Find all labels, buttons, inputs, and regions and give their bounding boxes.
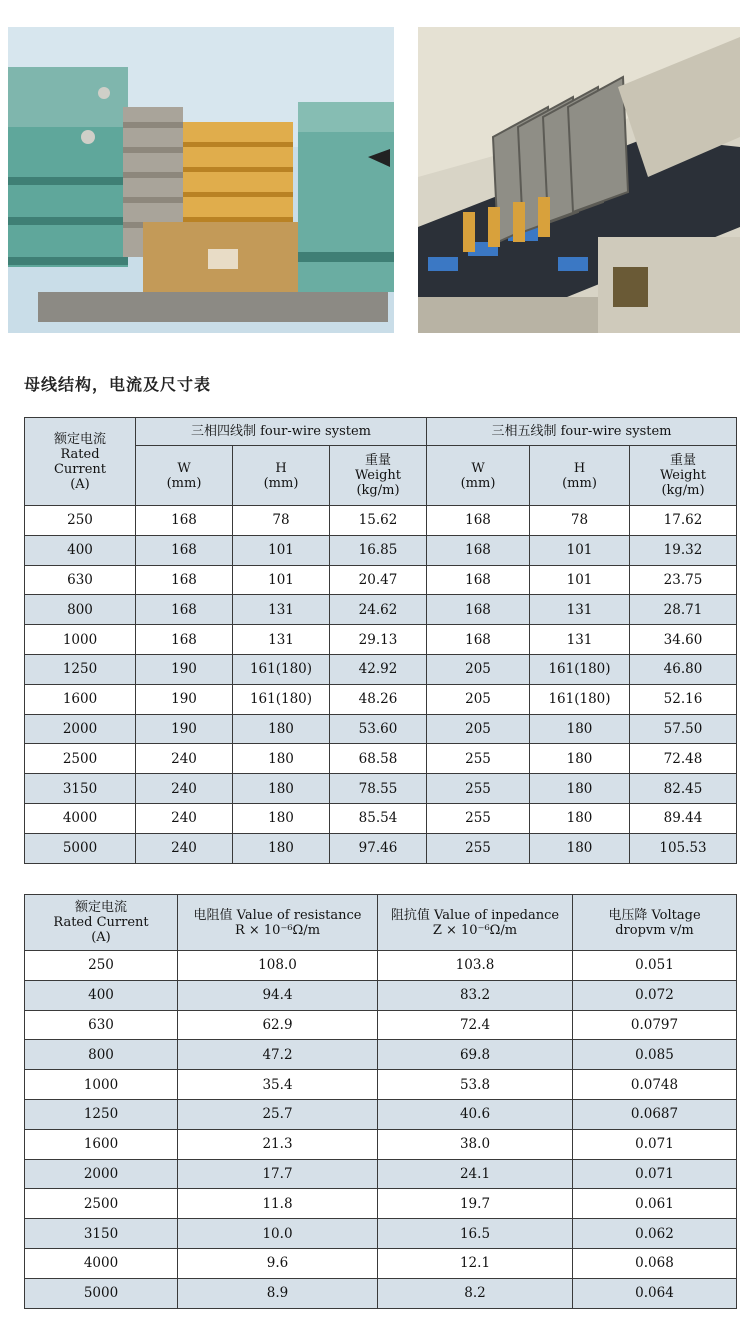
w-header: W (mm) <box>427 446 530 506</box>
table-row <box>25 1219 737 1249</box>
table-cell-w4: 240 <box>136 744 233 774</box>
table-cell-current: 4000 <box>25 1248 178 1278</box>
table-row <box>25 565 737 595</box>
table-cell-current: 630 <box>25 565 136 595</box>
table-cell-wt4: 85.54 <box>330 803 427 833</box>
four-wire-group-header: 三相四线制 four-wire system <box>136 418 427 446</box>
table-row <box>25 744 737 774</box>
table-row <box>25 684 737 714</box>
resistance-header: 电阻值 Value of resistance R × 10⁻⁶Ω/m <box>178 895 378 951</box>
table-cell-h4: 131 <box>233 595 330 625</box>
table-row <box>25 833 737 863</box>
table-cell-wt5: 19.32 <box>630 535 737 565</box>
table-row <box>25 1070 737 1100</box>
table-cell-h4: 101 <box>233 565 330 595</box>
table-cell-current: 250 <box>25 951 178 981</box>
table-cell-h5: 180 <box>530 744 630 774</box>
table-cell-wt5: 57.50 <box>630 714 737 744</box>
table-cell-z: 53.8 <box>378 1070 573 1100</box>
table-cell-w5: 255 <box>427 774 530 804</box>
table-cell-z: 103.8 <box>378 951 573 981</box>
table-cell-wt4: 42.92 <box>330 654 427 684</box>
table-row <box>25 625 737 655</box>
table-cell-wt5: 34.60 <box>630 625 737 655</box>
table-cell-wt5: 28.71 <box>630 595 737 625</box>
table-cell-h4: 180 <box>233 833 330 863</box>
table-row <box>25 1159 737 1189</box>
table-cell-z: 12.1 <box>378 1248 573 1278</box>
table-cell-h4: 101 <box>233 535 330 565</box>
table-cell-wt5: 52.16 <box>630 684 737 714</box>
table-cell-h4: 180 <box>233 714 330 744</box>
table-cell-wt5: 72.48 <box>630 744 737 774</box>
table-cell-wt4: 24.62 <box>330 595 427 625</box>
table-cell-h4: 161(180) <box>233 684 330 714</box>
table-cell-wt4: 78.55 <box>330 774 427 804</box>
table-cell-r: 8.9 <box>178 1278 378 1308</box>
five-wire-group-header: 三相五线制 four-wire system <box>427 418 737 446</box>
table-row <box>25 1040 737 1070</box>
table-cell-current: 2500 <box>25 1189 178 1219</box>
table-cell-h5: 180 <box>530 833 630 863</box>
table-row <box>25 1129 737 1159</box>
table-cell-h4: 78 <box>233 506 330 536</box>
table-cell-current: 1250 <box>25 1099 178 1129</box>
table-cell-z: 38.0 <box>378 1129 573 1159</box>
table-cell-wt4: 16.85 <box>330 535 427 565</box>
table-cell-w4: 190 <box>136 714 233 744</box>
table-cell-wt5: 89.44 <box>630 803 737 833</box>
table-cell-wt4: 68.58 <box>330 744 427 774</box>
table-cell-h5: 180 <box>530 803 630 833</box>
table-cell-current: 1000 <box>25 1070 178 1100</box>
table-cell-current: 3150 <box>25 774 136 804</box>
table-cell-r: 17.7 <box>178 1159 378 1189</box>
table-cell-w5: 168 <box>427 506 530 536</box>
table-row <box>25 1278 737 1308</box>
table-cell-w4: 168 <box>136 565 233 595</box>
rated-current-header: 额定电流 Rated Current (A) <box>25 895 178 951</box>
table-cell-wt4: 29.13 <box>330 625 427 655</box>
electrical-table <box>24 894 737 1309</box>
table-cell-current: 800 <box>25 1040 178 1070</box>
table-cell-current: 1600 <box>25 684 136 714</box>
table-cell-w5: 205 <box>427 714 530 744</box>
section-title: 母线结构，电流及尺寸表 <box>24 375 212 394</box>
table-cell-current: 250 <box>25 506 136 536</box>
table-cell-h5: 101 <box>530 535 630 565</box>
table-row <box>25 774 737 804</box>
table-cell-h4: 131 <box>233 625 330 655</box>
table-cell-v: 0.061 <box>573 1189 737 1219</box>
table-cell-w4: 168 <box>136 535 233 565</box>
table-cell-h5: 78 <box>530 506 630 536</box>
table-cell-z: 83.2 <box>378 980 573 1010</box>
table-cell-w4: 168 <box>136 506 233 536</box>
table-cell-wt5: 46.80 <box>630 654 737 684</box>
table-cell-h5: 131 <box>530 595 630 625</box>
table-cell-w4: 240 <box>136 833 233 863</box>
table-cell-h5: 101 <box>530 565 630 595</box>
table-cell-v: 0.064 <box>573 1278 737 1308</box>
table-cell-w5: 255 <box>427 833 530 863</box>
table-cell-v: 0.0748 <box>573 1070 737 1100</box>
table-cell-current: 1600 <box>25 1129 178 1159</box>
table-cell-h5: 180 <box>530 774 630 804</box>
weight-header: 重量 Weight (kg/m) <box>330 446 427 506</box>
table-cell-wt5: 17.62 <box>630 506 737 536</box>
table-cell-z: 8.2 <box>378 1278 573 1308</box>
table-cell-current: 3150 <box>25 1219 178 1249</box>
table-cell-r: 11.8 <box>178 1189 378 1219</box>
table-cell-v: 0.0797 <box>573 1010 737 1040</box>
table-cell-wt5: 23.75 <box>630 565 737 595</box>
table-row <box>25 535 737 565</box>
busbar-joint-photo-icon <box>8 27 394 333</box>
table-cell-h4: 180 <box>233 774 330 804</box>
table-cell-v: 0.071 <box>573 1159 737 1189</box>
table-cell-v: 0.0687 <box>573 1099 737 1129</box>
h-header: H (mm) <box>530 446 630 506</box>
table-cell-v: 0.072 <box>573 980 737 1010</box>
table-cell-h5: 180 <box>530 714 630 744</box>
table-cell-w4: 240 <box>136 803 233 833</box>
table-cell-v: 0.071 <box>573 1129 737 1159</box>
impedance-header: 阻抗值 Value of inpedance Z × 10⁻⁶Ω/m <box>378 895 573 951</box>
table-cell-wt5: 82.45 <box>630 774 737 804</box>
table-cell-r: 21.3 <box>178 1129 378 1159</box>
table-cell-current: 400 <box>25 980 178 1010</box>
table-cell-w5: 255 <box>427 744 530 774</box>
table-cell-w5: 168 <box>427 595 530 625</box>
table-cell-h5: 131 <box>530 625 630 655</box>
table-cell-r: 47.2 <box>178 1040 378 1070</box>
table-cell-current: 5000 <box>25 1278 178 1308</box>
dimensions-table <box>24 417 737 864</box>
table-cell-w5: 168 <box>427 625 530 655</box>
table-row <box>25 951 737 981</box>
table-cell-w4: 190 <box>136 654 233 684</box>
weight-header: 重量 Weight (kg/m) <box>630 446 737 506</box>
table-cell-current: 1000 <box>25 625 136 655</box>
table-row <box>25 803 737 833</box>
table-cell-z: 19.7 <box>378 1189 573 1219</box>
table-cell-h4: 180 <box>233 803 330 833</box>
table-cell-wt4: 20.47 <box>330 565 427 595</box>
table-cell-r: 62.9 <box>178 1010 378 1040</box>
table-cell-w5: 168 <box>427 565 530 595</box>
table-cell-z: 69.8 <box>378 1040 573 1070</box>
table-cell-w4: 190 <box>136 684 233 714</box>
table-cell-w5: 205 <box>427 684 530 714</box>
busway-plugin-photo <box>418 27 740 333</box>
table-cell-v: 0.085 <box>573 1040 737 1070</box>
table-cell-h5: 161(180) <box>530 684 630 714</box>
table-cell-current: 800 <box>25 595 136 625</box>
busbar-plugin-photo-icon <box>418 27 740 333</box>
table-row <box>25 654 737 684</box>
table-cell-r: 25.7 <box>178 1099 378 1129</box>
table-cell-z: 16.5 <box>378 1219 573 1249</box>
voltage-drop-header: 电压降 Voltage dropvm v/m <box>573 895 737 951</box>
table-cell-wt4: 53.60 <box>330 714 427 744</box>
table-row <box>25 980 737 1010</box>
table-row <box>25 1189 737 1219</box>
table-cell-r: 35.4 <box>178 1070 378 1100</box>
table-cell-z: 40.6 <box>378 1099 573 1129</box>
table-row <box>25 1248 737 1278</box>
table-cell-z: 72.4 <box>378 1010 573 1040</box>
table-cell-w5: 168 <box>427 535 530 565</box>
table-cell-h5: 161(180) <box>530 654 630 684</box>
rated-current-header: 额定电流 Rated Current (A) <box>25 418 136 506</box>
table-cell-z: 24.1 <box>378 1159 573 1189</box>
table-cell-r: 108.0 <box>178 951 378 981</box>
table-row <box>25 1010 737 1040</box>
w-header: W (mm) <box>136 446 233 506</box>
table-cell-current: 2000 <box>25 714 136 744</box>
table-row <box>25 595 737 625</box>
table-cell-w5: 205 <box>427 654 530 684</box>
table-cell-current: 4000 <box>25 803 136 833</box>
table-cell-w4: 168 <box>136 595 233 625</box>
table-cell-v: 0.051 <box>573 951 737 981</box>
table-cell-v: 0.062 <box>573 1219 737 1249</box>
table-cell-wt4: 15.62 <box>330 506 427 536</box>
table-cell-v: 0.068 <box>573 1248 737 1278</box>
table-cell-h4: 161(180) <box>233 654 330 684</box>
busway-joint-photo <box>8 27 394 333</box>
table-cell-current: 2000 <box>25 1159 178 1189</box>
table-row <box>25 1099 737 1129</box>
table-cell-wt4: 48.26 <box>330 684 427 714</box>
table-cell-r: 10.0 <box>178 1219 378 1249</box>
table-cell-w4: 240 <box>136 774 233 804</box>
h-header: H (mm) <box>233 446 330 506</box>
table-cell-current: 630 <box>25 1010 178 1040</box>
table-row <box>25 506 737 536</box>
table-cell-r: 94.4 <box>178 980 378 1010</box>
table-cell-current: 400 <box>25 535 136 565</box>
table-cell-r: 9.6 <box>178 1248 378 1278</box>
table-cell-w5: 255 <box>427 803 530 833</box>
table-cell-current: 1250 <box>25 654 136 684</box>
table-cell-wt5: 105.53 <box>630 833 737 863</box>
table-cell-h4: 180 <box>233 744 330 774</box>
table-cell-w4: 168 <box>136 625 233 655</box>
table-cell-current: 2500 <box>25 744 136 774</box>
table-row <box>25 714 737 744</box>
table-cell-current: 5000 <box>25 833 136 863</box>
table-cell-wt4: 97.46 <box>330 833 427 863</box>
